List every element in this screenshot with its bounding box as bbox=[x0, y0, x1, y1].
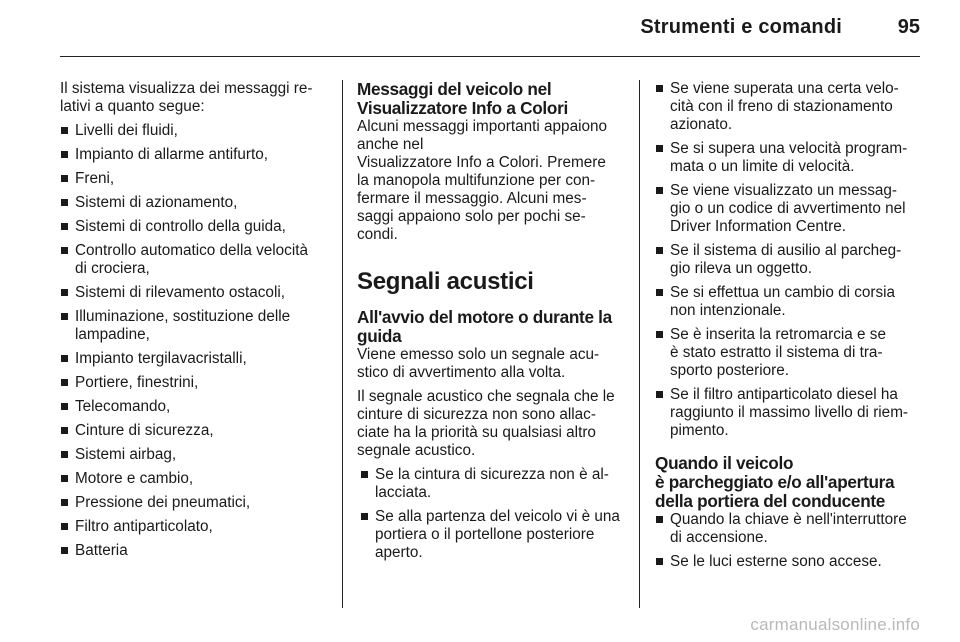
engine-start-list bbox=[357, 466, 625, 562]
list-item: Sistemi airbag, bbox=[60, 446, 328, 464]
list-item: Freni, bbox=[60, 170, 328, 188]
list-item: Se le luci esterne sono accese. bbox=[655, 553, 923, 571]
list-item: Sistemi di azionamento, bbox=[60, 194, 328, 212]
list-item: Se la cintura di sicurezza non è al- lacciata. bbox=[360, 466, 625, 502]
list-item: Se alla partenza del veicolo vi è una portiera o il portellone posteriore aperto. bbox=[360, 508, 625, 562]
list-item: Impianto tergilavacristalli, bbox=[60, 350, 328, 368]
list-item: Sistemi di controllo della guida, bbox=[60, 218, 328, 236]
list-item: Cinture di sicurezza, bbox=[60, 422, 328, 440]
list-item: Livelli dei fluidi, bbox=[60, 122, 328, 140]
heading-vehicle-messages: Messaggi del veicolo nel Visualizzatore Info a Colori bbox=[357, 79, 568, 118]
list-item: Se il filtro antiparticolato diesel ha raggiunto il massimo livello di riem- pimento. bbox=[655, 386, 923, 440]
list-item: Se viene visualizzato un messag- gio o un codice di avvertimento nel Driver Information Centre. bbox=[655, 182, 923, 236]
list-item: Se si supera una velocità program- mata o un limite di velocità. bbox=[655, 140, 923, 176]
list-item: Se viene superata una certa velo- cità con il freno di stazionamento azionato. bbox=[655, 80, 923, 134]
list-item: Se il sistema di ausilio al parcheg- gio rileva un oggetto. bbox=[655, 242, 923, 278]
list-item: Se si effettua un cambio di corsia non intenzionale. bbox=[655, 284, 923, 320]
column-3 bbox=[655, 80, 923, 577]
page-number: 95 bbox=[897, 16, 920, 38]
engine-start-paragraph-1: Viene emesso solo un segnale acu- stico di avvertimento alla volta. bbox=[357, 346, 600, 381]
list-item: Controllo automatico della velocità di crociera, bbox=[60, 242, 328, 278]
parked-signals-list bbox=[655, 511, 923, 571]
list-item: Telecomando, bbox=[60, 398, 328, 416]
list-item: Pressione dei pneumatici, bbox=[60, 494, 328, 512]
driving-signals-list bbox=[655, 80, 923, 440]
list-item: Impianto di allarme antifurto, bbox=[60, 146, 328, 164]
column-divider-1 bbox=[342, 80, 343, 608]
intro-paragraph: Il sistema visualizza dei messaggi re- lativi a quanto segue: bbox=[60, 80, 313, 115]
list-item: Sistemi di rilevamento ostacoli, bbox=[60, 284, 328, 302]
heading-vehicle-parked: Quando il veicolo è parcheggiato e/o all'apertura della portiera del conducente bbox=[655, 453, 895, 511]
page-header-title: Strumenti e comandi bbox=[640, 16, 842, 38]
message-topics-list bbox=[60, 122, 328, 560]
heading-acoustic-signals: Segnali acustici bbox=[357, 268, 534, 295]
watermark: carmanualsonline.info bbox=[750, 615, 920, 634]
list-item: Motore e cambio, bbox=[60, 470, 328, 488]
column-divider-2 bbox=[639, 80, 640, 608]
list-item: Se è inserita la retromarcia e se è stato estratto il sistema di tra- sporto posteriore. bbox=[655, 326, 923, 380]
list-item: Filtro antiparticolato, bbox=[60, 518, 328, 536]
column-2 bbox=[357, 80, 625, 568]
list-item: Quando la chiave è nell'interruttore di accensione. bbox=[655, 511, 923, 547]
header-divider bbox=[60, 56, 920, 57]
heading-engine-start: All'avvio del motore o durante la guida bbox=[357, 307, 612, 346]
column-1 bbox=[60, 80, 328, 566]
vehicle-messages-paragraph: Alcuni messaggi importanti appaiono anche nel Visualizzatore Info a Colori. Premere la manopola multifunzione per con- fermare il messaggio. Alcuni mes- saggi appaiono solo per pochi se- condi. bbox=[357, 118, 607, 243]
list-item: Portiere, finestrini, bbox=[60, 374, 328, 392]
list-item: Illuminazione, sostituzione delle lampadine, bbox=[60, 308, 328, 344]
list-item: Batteria bbox=[60, 542, 328, 560]
engine-start-paragraph-2: Il segnale acustico che segnala che le cinture di sicurezza non sono allac- ciate ha la priorità su qualsiasi altro segnale acustico. bbox=[357, 388, 615, 459]
